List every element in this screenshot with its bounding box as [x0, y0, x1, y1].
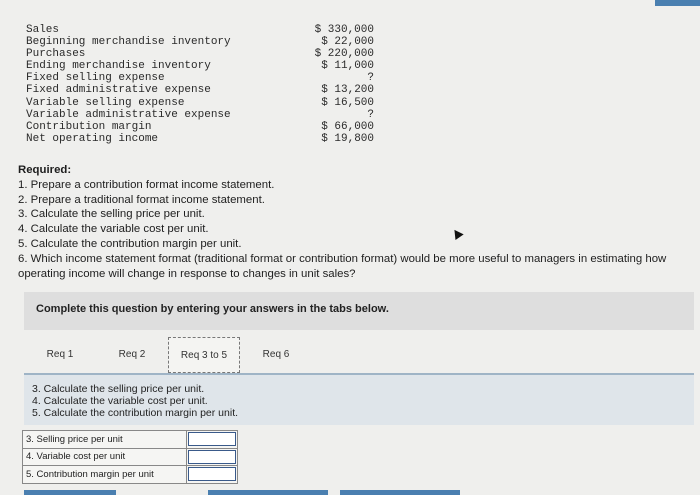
question-panel	[24, 373, 694, 425]
panel-text	[32, 383, 238, 419]
data-value: $ 220,000	[314, 48, 374, 61]
bottom-nav-bar	[340, 490, 460, 495]
answer-label: 3. Selling price per unit	[23, 431, 187, 449]
answer-cell	[186, 466, 237, 484]
tab-req-3-to-5[interactable]: Req 3 to 5	[168, 337, 240, 373]
required-item: operating income will change in response to changes in unit sales?	[18, 267, 356, 280]
answer-row	[23, 448, 238, 466]
data-label: Contribution margin	[26, 120, 152, 133]
data-label: Net operating income	[26, 132, 159, 145]
answer-table	[22, 430, 238, 484]
answer-row	[23, 431, 238, 449]
corner-tab-strip	[655, 0, 700, 6]
required-item: 6. Which income statement format (traditional format or contribution format) would be more useful to managers in estimating how	[18, 252, 667, 265]
contribution-margin-input[interactable]	[188, 467, 236, 481]
answer-row	[23, 466, 238, 484]
required-item: 3. Calculate the selling price per unit.	[18, 208, 205, 221]
required-item: 1. Prepare a contribution format income statement.	[18, 178, 275, 191]
data-value: $ 330,000	[314, 24, 374, 36]
answer-cell	[186, 431, 237, 449]
tab-req-1[interactable]: Req 1	[24, 337, 96, 373]
required-item: 4. Calculate the variable cost per unit.	[18, 223, 209, 236]
data-row	[26, 72, 374, 84]
data-row	[26, 60, 374, 72]
data-row	[26, 109, 374, 121]
data-value: ?	[367, 72, 374, 85]
tab-req-6[interactable]: Req 6	[240, 337, 312, 373]
variable-cost-input[interactable]	[188, 450, 236, 464]
required-item: 2. Prepare a traditional format income statement.	[18, 193, 265, 206]
data-row	[26, 36, 374, 48]
banner-text: Complete this question by entering your answers in the tabs below.	[36, 303, 389, 315]
data-row	[26, 84, 374, 96]
data-row	[26, 97, 374, 109]
data-value: $ 13,200	[321, 84, 374, 97]
data-value: $ 11,000	[321, 60, 374, 73]
answer-cell	[186, 448, 237, 466]
panel-line: 4. Calculate the variable cost per unit.	[32, 395, 208, 407]
data-label: Variable administrative expense	[26, 108, 231, 121]
data-label: Fixed selling expense	[26, 72, 165, 85]
data-row	[26, 133, 374, 145]
required-item: 5. Calculate the contribution margin per unit.	[18, 237, 242, 250]
instruction-banner	[24, 292, 694, 330]
data-row	[26, 121, 374, 133]
bottom-nav-bar	[208, 490, 328, 495]
data-label: Fixed administrative expense	[26, 84, 211, 97]
data-label: Ending merchandise inventory	[26, 60, 211, 73]
data-label: Purchases	[26, 48, 86, 61]
data-row	[26, 24, 374, 36]
required-section	[18, 163, 700, 281]
data-value: ?	[367, 108, 374, 121]
data-label: Variable selling expense	[26, 96, 185, 109]
answer-label: 4. Variable cost per unit	[23, 448, 187, 466]
panel-line: 3. Calculate the selling price per unit.	[32, 383, 205, 395]
data-value: $ 16,500	[321, 96, 374, 109]
data-value: $ 22,000	[321, 36, 374, 49]
answer-label: 5. Contribution margin per unit	[23, 466, 187, 484]
data-label: Sales	[26, 24, 60, 36]
bottom-nav-bar	[24, 490, 116, 495]
data-value: $ 19,800	[321, 132, 374, 145]
data-row	[26, 48, 374, 60]
selling-price-input[interactable]	[188, 432, 236, 446]
tab-req-2[interactable]: Req 2	[96, 337, 168, 373]
panel-line: 5. Calculate the contribution margin per unit.	[32, 407, 239, 419]
data-label: Beginning merchandise inventory	[26, 36, 231, 49]
financial-data-table	[26, 24, 374, 145]
required-heading: Required:	[18, 164, 72, 176]
requirement-tabs	[24, 337, 312, 373]
data-value: $ 66,000	[321, 120, 374, 133]
